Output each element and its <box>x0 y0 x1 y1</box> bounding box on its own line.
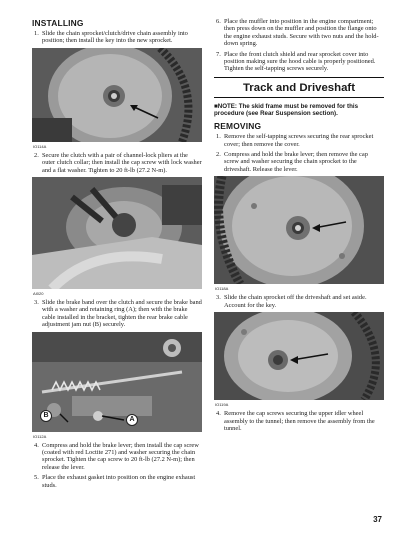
step-number: 7. <box>216 50 221 58</box>
remove-step-3 <box>214 294 384 309</box>
step-number: 1. <box>216 133 221 141</box>
step-number: 4. <box>34 441 39 449</box>
step-text: Slide the chain sprocket off the driveshaft and set aside. Account for the key. <box>224 294 367 309</box>
install-step-3 <box>32 299 202 329</box>
step-text: Place the front clutch shield and rear sprocket cover into position making sure the hood cable is properly positioned. Tighten the self-tapping screws securely. <box>224 50 376 73</box>
callout-label-b: B <box>40 410 52 422</box>
step-text: Slide the chain sprocket/clutch/drive chain assembly into position; then install the key into the new sprocket. <box>42 30 188 45</box>
step-text: Place the muffler into position in the engine compartment; then press down on the muffler and position the flange onto the engine exhaust studs. Secure with two nuts and the hold-down spring. <box>224 18 379 48</box>
photo-driveshaft-image <box>214 312 384 400</box>
install-step-7 <box>214 51 384 73</box>
step-text: Remove the cap screws securing the upper idler wheel assembly to the tunnel; then remove the assembly from the tunnel. <box>224 410 375 432</box>
photo-sprocket-cap-screw-image <box>214 176 384 284</box>
photo-channel-lock-pliers-image <box>32 177 202 289</box>
photo-brake-band <box>32 332 202 432</box>
step-text: Remove the self-tapping screws securing the rear sprocket cover; then remove the cover. <box>224 133 374 148</box>
callout-label-a: A <box>126 414 138 426</box>
step-number: 3. <box>34 299 39 307</box>
section-title: Track and Driveshaft <box>214 77 384 98</box>
step-number: 3. <box>216 294 221 302</box>
installing-heading: INSTALLING <box>32 18 84 28</box>
removing-heading: REMOVING <box>214 121 262 132</box>
step-text: Place the exhaust gasket into position on the engine exhaust studs. <box>42 474 196 489</box>
step-text: Compress and hold the brake lever; then install the cap screw (coated with red Loctite 271) and washer securing the chain sprocket. Tighten the cap screw to 20 ft-lb (27.2 N-m); then release the lever. <box>42 441 199 471</box>
install-step-1 <box>32 30 202 45</box>
remove-step-2 <box>214 151 384 173</box>
step-number: 2. <box>34 151 39 159</box>
step-number: 1. <box>34 30 39 37</box>
photo-caption: IO119A <box>215 402 229 408</box>
install-step-6 <box>214 18 384 48</box>
install-step-5 <box>32 474 202 489</box>
step-text: Compress and hold the brake lever; then remove the cap screw and washer securing the chain sprocket to the driveshaft. Release the lever. <box>224 151 368 173</box>
photo-driveshaft <box>214 312 384 400</box>
photo-brake-band-image <box>32 332 202 432</box>
photo-caption: IO118A <box>215 286 229 292</box>
step-text: Slide the brake band over the clutch and secure the brake band with a washer and retaining ring (A); then with the brake cable installed in the bracket, tighten the rear brake cable adjustment jam nut (B) securely. <box>42 299 202 329</box>
photo-clutch-sprocket-image <box>32 48 202 142</box>
right-column <box>214 18 384 435</box>
step-number: 2. <box>216 151 221 159</box>
step-text: Secure the clutch with a pair of channel-lock pliers at the outer clutch collar; then install the cap screw with lock washer and a flat washer. Tighten to 20 ft-lb (27.2 N-m). <box>42 151 202 174</box>
left-column <box>32 18 202 492</box>
photo-caption: IO112A <box>33 433 47 439</box>
photo-channel-lock-pliers <box>32 177 202 289</box>
photo-caption: AI020 <box>33 291 44 297</box>
note-text: ■NOTE: The skid frame must be removed for this procedure (see Rear Suspension section). <box>214 102 359 118</box>
install-step-4 <box>32 442 202 472</box>
step-number: 4. <box>216 410 221 418</box>
photo-caption: IO114A <box>33 143 47 149</box>
page-number: 37 <box>373 515 382 524</box>
photo-sprocket-cap-screw <box>214 176 384 284</box>
photo-clutch-sprocket <box>32 48 202 142</box>
step-number: 5. <box>34 474 39 482</box>
step-number: 6. <box>216 18 221 25</box>
remove-step-1 <box>214 133 384 148</box>
install-step-2 <box>32 152 202 174</box>
remove-step-4 <box>214 410 384 432</box>
